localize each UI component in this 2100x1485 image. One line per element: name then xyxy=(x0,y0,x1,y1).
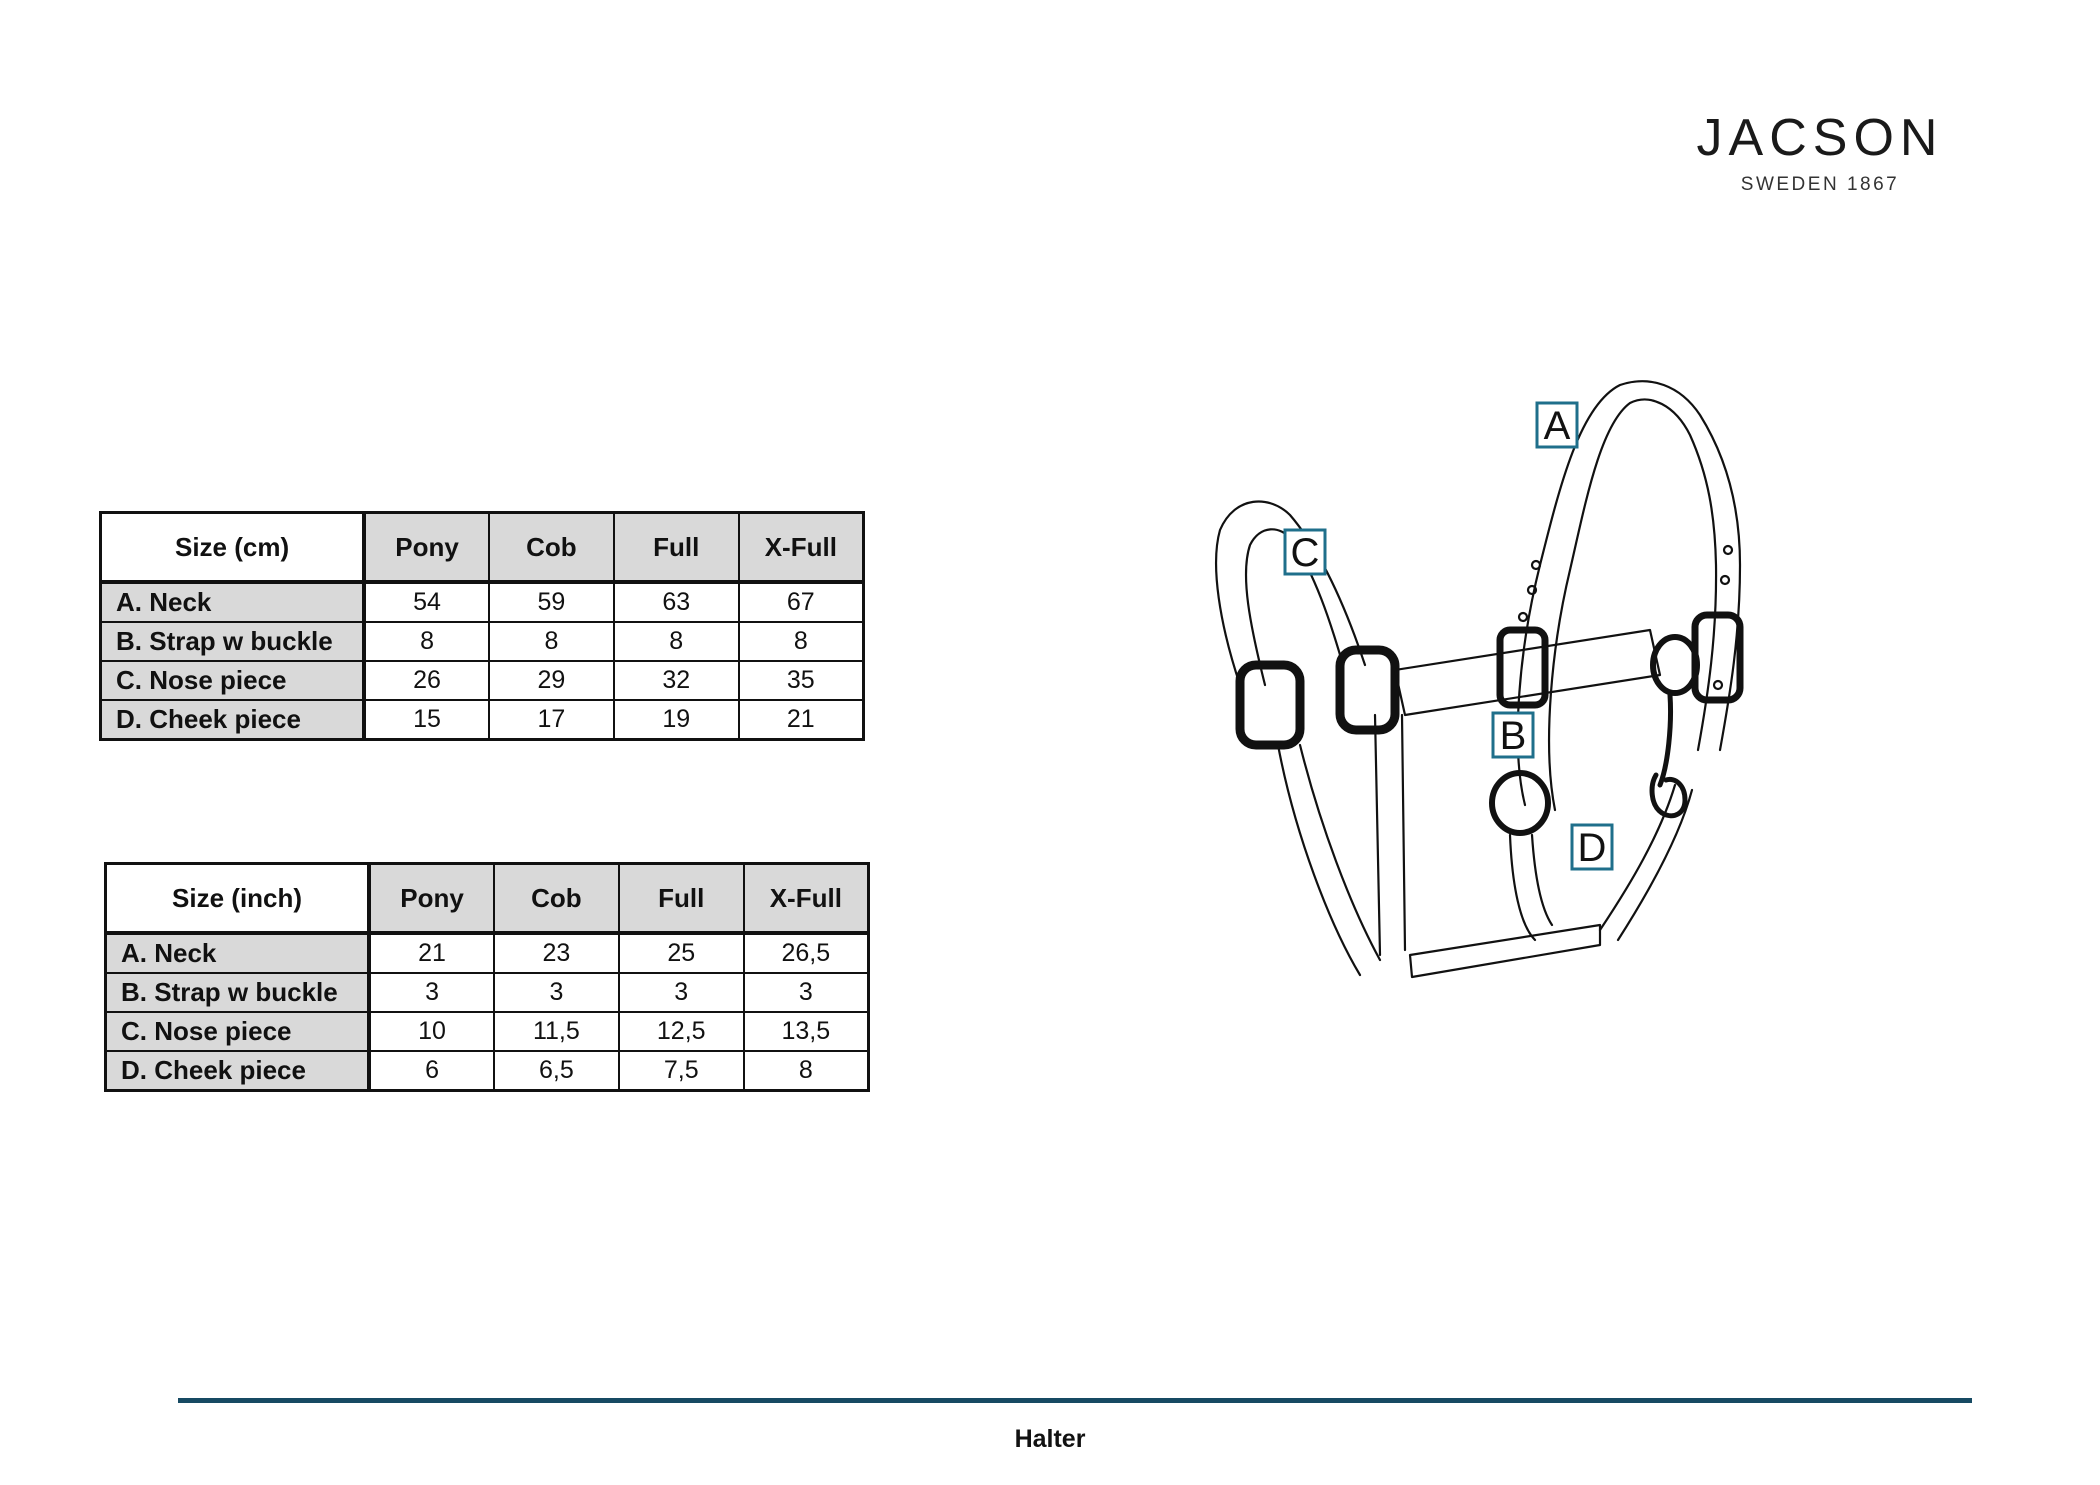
jaw-strap-inner xyxy=(1402,715,1405,950)
chin-strap xyxy=(1300,745,1380,960)
table-row xyxy=(101,582,864,622)
table-corner-label: Size (cm) xyxy=(101,513,365,583)
table-cell: 26,5 xyxy=(744,933,869,973)
table-corner-label: Size (inch) xyxy=(106,864,370,934)
table-cell: 8 xyxy=(739,622,864,661)
row-label: B. Strap w buckle xyxy=(101,622,365,661)
table-cell: 3 xyxy=(619,973,744,1012)
column-header: Pony xyxy=(369,864,494,934)
label-c: C xyxy=(1290,531,1320,575)
rear-strap xyxy=(1510,835,1535,940)
table-cell: 19 xyxy=(614,700,739,740)
row-label: B. Strap w buckle xyxy=(106,973,370,1012)
nose-buckle-left xyxy=(1240,665,1300,745)
column-header: X-Full xyxy=(739,513,864,583)
table-row xyxy=(101,622,864,661)
table-row xyxy=(106,1051,869,1091)
table-cell: 7,5 xyxy=(619,1051,744,1091)
right-buckle xyxy=(1695,615,1740,700)
table-row xyxy=(106,1012,869,1051)
size-table-inch xyxy=(104,862,870,1092)
table-cell: 54 xyxy=(364,582,489,622)
table-cell: 59 xyxy=(489,582,614,622)
label-a: A xyxy=(1543,404,1571,448)
nose-buckle-right xyxy=(1340,650,1395,730)
row-label: C. Nose piece xyxy=(106,1012,370,1051)
table-cell: 10 xyxy=(369,1012,494,1051)
table-cell: 3 xyxy=(494,973,619,1012)
row-label: A. Neck xyxy=(106,933,370,973)
halter-diagram xyxy=(1180,365,1800,1105)
label-d: D xyxy=(1577,826,1607,870)
table-cell: 12,5 xyxy=(619,1012,744,1051)
table-cell: 63 xyxy=(614,582,739,622)
front-ring xyxy=(1653,637,1697,693)
brand-name: JACSON xyxy=(1696,109,1944,167)
table-cell: 29 xyxy=(489,661,614,700)
chin-strap-inner xyxy=(1278,745,1360,975)
table-header-row xyxy=(106,864,869,934)
table-cell: 3 xyxy=(744,973,869,1012)
table-cell: 13,5 xyxy=(744,1012,869,1051)
row-label: C. Nose piece xyxy=(101,661,365,700)
row-label: D. Cheek piece xyxy=(101,700,365,740)
table-cell: 8 xyxy=(489,622,614,661)
table-cell: 67 xyxy=(739,582,864,622)
table-cell: 8 xyxy=(744,1051,869,1091)
row-label: D. Cheek piece xyxy=(106,1051,370,1091)
label-b: B xyxy=(1499,714,1527,758)
table-cell: 15 xyxy=(364,700,489,740)
column-header: Cob xyxy=(494,864,619,934)
table-row xyxy=(101,700,864,740)
column-header: Full xyxy=(614,513,739,583)
column-header: X-Full xyxy=(744,864,869,934)
neck-strap-inner xyxy=(1549,400,1716,810)
table-row xyxy=(101,661,864,700)
table-cell: 21 xyxy=(369,933,494,973)
rear-strap-inner xyxy=(1532,835,1552,925)
bottom-strap xyxy=(1410,925,1600,977)
brand-logo xyxy=(1670,109,1970,196)
column-header: Pony xyxy=(364,513,489,583)
footer-title: Halter xyxy=(1014,1425,1086,1453)
column-header: Cob xyxy=(489,513,614,583)
footer-divider xyxy=(178,1398,1972,1403)
jaw-strap xyxy=(1375,715,1380,955)
table-cell: 6,5 xyxy=(494,1051,619,1091)
table-cell: 6 xyxy=(369,1051,494,1091)
table-cell: 32 xyxy=(614,661,739,700)
table-cell: 8 xyxy=(614,622,739,661)
size-table-cm xyxy=(99,511,865,741)
table-cell: 3 xyxy=(369,973,494,1012)
table-cell: 23 xyxy=(494,933,619,973)
snap-hook xyxy=(1652,695,1685,816)
table-cell: 11,5 xyxy=(494,1012,619,1051)
table-cell: 17 xyxy=(489,700,614,740)
column-header: Full xyxy=(619,864,744,934)
brand-tagline: SWEDEN 1867 xyxy=(1740,174,1900,195)
table-cell: 25 xyxy=(619,933,744,973)
table-cell: 26 xyxy=(364,661,489,700)
table-row xyxy=(106,933,869,973)
table-cell: 8 xyxy=(364,622,489,661)
table-cell: 21 xyxy=(739,700,864,740)
row-label: A. Neck xyxy=(101,582,365,622)
table-header-row xyxy=(101,513,864,583)
table-cell: 35 xyxy=(739,661,864,700)
table-row xyxy=(106,973,869,1012)
